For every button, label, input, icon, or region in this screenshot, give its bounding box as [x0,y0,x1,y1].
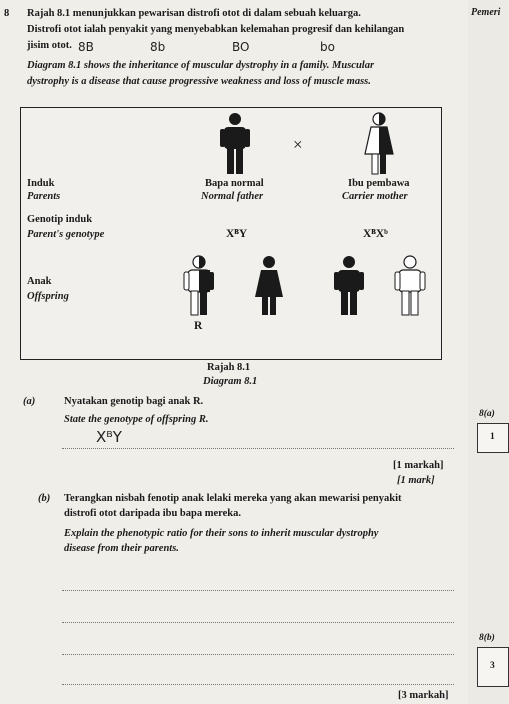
answer-line-b4 [62,684,454,685]
mother-genotype: XᴮXᵇ [363,228,388,240]
intro-ms-1: Rajah 8.1 menunjukkan pewarisan distrofi otot di dalam sebuah keluarga. [27,8,361,19]
offspring-label-ms: Anak [27,276,52,287]
offspring-son-r [183,255,215,317]
handwriting-3: BO [232,40,250,54]
intro-ms-3: jisim otot. [27,40,72,51]
part-a-text-en: State the genotype of offspring R. [64,414,209,425]
part-b-text-ms-2: distrofi otot daripada ibu bapa mereka. [64,508,241,519]
part-a-text-ms: Nyatakan genotip bagi anak R. [64,396,204,407]
offspring-r-label: R [194,320,203,332]
inheritance-diagram [20,107,442,360]
answer-line-b3 [62,654,454,655]
offspring-daughter-normal [253,255,285,317]
part-a-answer[interactable]: XᴮY [96,428,122,446]
offspring-son-affected [394,255,426,317]
cross-symbol: × [293,135,303,154]
part-b-box-label: 8(b) [479,633,495,643]
examiner-margin [468,0,509,704]
mother-figure [363,112,395,176]
part-b-text-en-2: disease from their parents. [64,543,179,554]
part-b-text-en-1: Explain the phenotypic ratio for their sons to inherit muscular dystrophy [64,528,379,539]
parents-label-ms: Induk [27,178,55,189]
answer-line-b1 [62,590,454,591]
intro-ms-2: Distrofi otot ialah penyakit yang menyebabkan kelemahan progresif dan kehilangan [27,24,405,35]
caption-en: Diagram 8.1 [203,376,258,387]
part-a-letter: (a) [23,396,36,407]
parents-label-en: Parents [27,191,61,202]
part-b-score-box [477,647,509,687]
part-b-text-ms-1: Terangkan nisbah fenotip anak lelaki mereka yang akan mewarisi penyakit [64,493,402,504]
part-a-score-box [477,423,509,453]
handwriting-1: 8B [78,40,94,54]
part-b-score: 3 [490,661,495,671]
part-a-marks-en: [1 mark] [397,475,435,486]
examiner-header: Pemeri [471,7,501,18]
part-a-score: 1 [490,432,495,442]
father-label-ms: Bapa normal [205,178,264,189]
intro-en-1: Diagram 8.1 shows the inheritance of muscular dystrophy in a family. Muscular [27,60,375,71]
answer-line-a [62,448,454,449]
answer-line-b2 [62,622,454,623]
mother-label-en: Carrier mother [342,191,408,202]
part-b-marks-ms: [3 markah] [398,690,449,701]
handwriting-2: 8b [150,40,166,54]
question-number: 8 [4,8,10,19]
genotype-label-ms: Genotip induk [27,214,93,225]
part-a-marks-ms: [1 markah] [393,460,444,471]
father-figure [219,112,251,176]
part-a-box-label: 8(a) [479,409,495,419]
part-b-letter: (b) [38,493,51,504]
father-label-en: Normal father [201,191,264,202]
handwriting-4: bo [320,40,335,54]
genotype-label-en: Parent's genotype [27,229,105,240]
father-genotype: XᴮY [226,228,248,240]
mother-label-ms: Ibu pembawa [348,178,410,189]
intro-en-2: dystrophy is a disease that cause progressive weakness and loss of muscle mass. [27,76,371,87]
offspring-label-en: Offspring [27,291,69,302]
caption-ms: Rajah 8.1 [207,362,251,373]
offspring-son-solid [333,255,365,317]
